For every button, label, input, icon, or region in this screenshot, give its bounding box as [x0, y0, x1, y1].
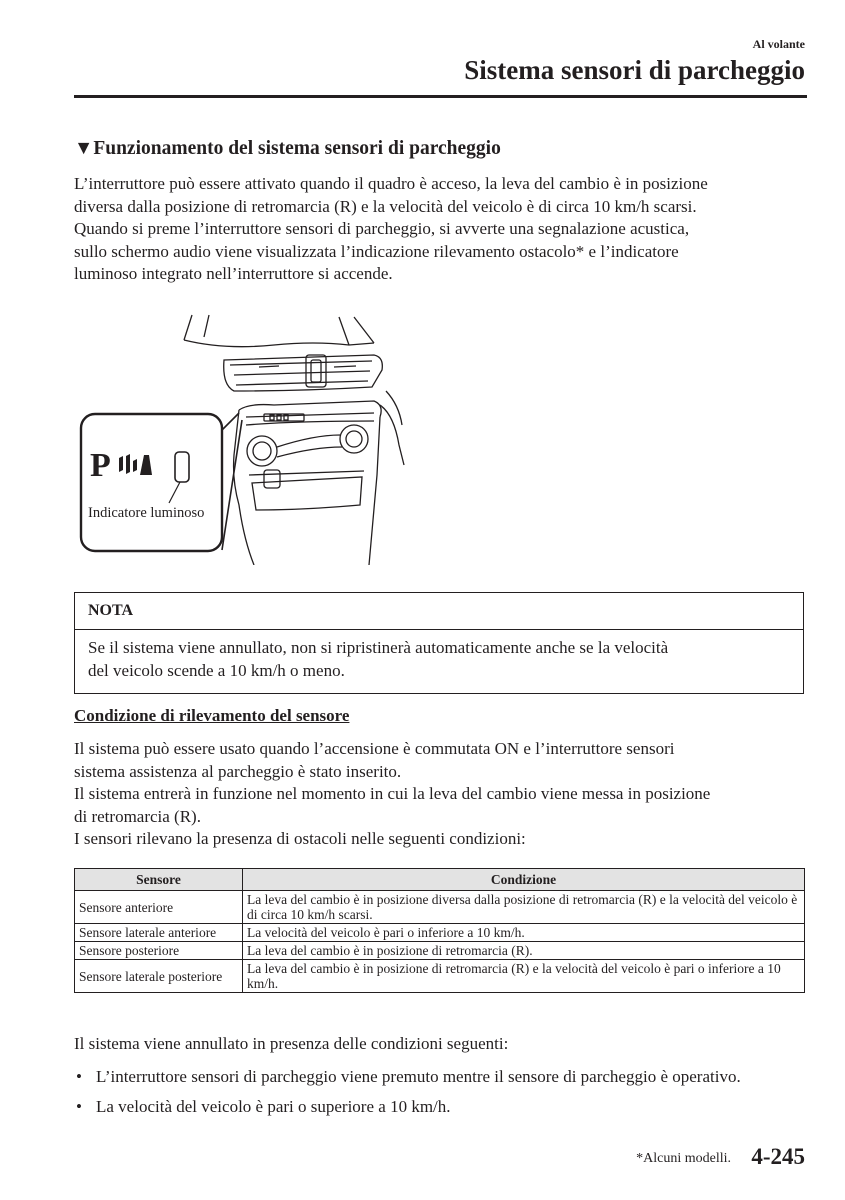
- dashboard-drawing: [74, 305, 434, 565]
- page-title: Sistema sensori di parcheggio: [464, 55, 805, 85]
- cancel-conditions-intro: Il sistema viene annullato in presenza delle condizioni seguenti:: [74, 1034, 509, 1053]
- callout-leader-bottom: [222, 420, 242, 550]
- condition-line: Il sistema entrerà in funzione nel momento in cui la leva del cambio viene messa in posizione: [74, 784, 711, 803]
- subsection-heading: [74, 138, 501, 160]
- nota-text: [88, 637, 668, 682]
- parking-symbol-letter: P: [90, 447, 111, 484]
- intro-line: diversa dalla posizione di retromarcia (R) e la velocità del veicolo è di circa 10 km/h scarsi.: [74, 196, 697, 216]
- sensor-condition-table: [74, 868, 805, 993]
- nota-title: NOTA: [88, 602, 134, 619]
- dashboard-illustration: [74, 305, 434, 565]
- sensor-cell: Sensore laterale posteriore: [75, 960, 243, 993]
- condition-line: sistema assistenza al parcheggio è stato inserito.: [74, 761, 402, 781]
- nota-box: [74, 592, 804, 694]
- page-number: 4-245: [751, 1144, 805, 1169]
- sensor-cell: Sensore posteriore: [75, 942, 243, 960]
- condition-line: I sensori rilevano la presenza di ostacoli nelle seguenti condizioni:: [74, 829, 526, 848]
- intro-line: luminoso integrato nell’interruttore si accende.: [74, 264, 393, 283]
- title-rule: [74, 95, 807, 98]
- condition-cell: La velocità del veicolo è pari o inferiore a 10 km/h.: [243, 924, 805, 942]
- table-row: [75, 924, 805, 942]
- intro-line: sullo schermo audio viene visualizzata l’indicazione rilevamento ostacolo* e l’indicatore: [74, 241, 679, 261]
- nota-header: [75, 593, 803, 630]
- condition-cell: La leva del cambio è in posizione di retromarcia (R) e la velocità del veicolo è pari o inferiore a 10 km/h.: [243, 960, 805, 993]
- condition-line: Il sistema può essere usato quando l’accensione è commutata ON e l’interruttore sensori: [74, 739, 675, 758]
- sensor-cell: Sensore anteriore: [75, 891, 243, 924]
- list-item: [74, 1066, 741, 1096]
- column-header-sensor: Sensore: [75, 869, 243, 891]
- indicator-lamp-label: Indicatore luminoso: [88, 505, 205, 521]
- nota-line: Se il sistema viene annullato, non si ripristinerà automaticamente anche se la velocità: [88, 638, 669, 657]
- table-header-row: [75, 869, 805, 891]
- condition-cell: La leva del cambio è in posizione diversa dalla posizione di retromarcia (R) e la velocità del veicolo è di circa 10 km/h scarsi.: [243, 891, 805, 924]
- list-item: [74, 1096, 741, 1126]
- condition-paragraph: [74, 738, 814, 851]
- footnote: *Alcuni modelli.: [636, 1151, 731, 1166]
- section-label: Al volante: [752, 37, 805, 51]
- sensor-cell: Sensore laterale anteriore: [75, 924, 243, 942]
- condition-line: di retromarcia (R).: [74, 806, 201, 826]
- subsection-title: Funzionamento del sistema sensori di parcheggio: [93, 138, 501, 159]
- bullet-dot-icon: •: [76, 1097, 82, 1116]
- intro-paragraph: [74, 173, 814, 286]
- table-row: [75, 891, 805, 924]
- condition-heading: Condizione di rilevamento del sensore: [74, 706, 350, 725]
- condition-cell: La leva del cambio è in posizione di retromarcia (R).: [243, 942, 805, 960]
- bullet-dot-icon: •: [76, 1067, 82, 1086]
- list-item-text: L’interruttore sensori di parcheggio viene premuto mentre il sensore di parcheggio è operativo.: [96, 1067, 741, 1086]
- table-row: [75, 960, 805, 993]
- cancel-conditions-list: [74, 1066, 741, 1126]
- intro-line: Quando si preme l’interruttore sensori di parcheggio, si avverte una segnalazione acustica,: [74, 219, 690, 238]
- table-row: [75, 942, 805, 960]
- nota-line: del veicolo scende a 10 km/h o meno.: [88, 660, 345, 680]
- triangle-marker-icon: ▼: [74, 138, 94, 159]
- indicator-lamp: [175, 452, 189, 482]
- intro-line: L’interruttore può essere attivato quando il quadro è acceso, la leva del cambio è in posizione: [74, 174, 708, 193]
- list-item-text: La velocità del veicolo è pari o superiore a 10 km/h.: [96, 1097, 451, 1116]
- column-header-condition: Condizione: [243, 869, 805, 891]
